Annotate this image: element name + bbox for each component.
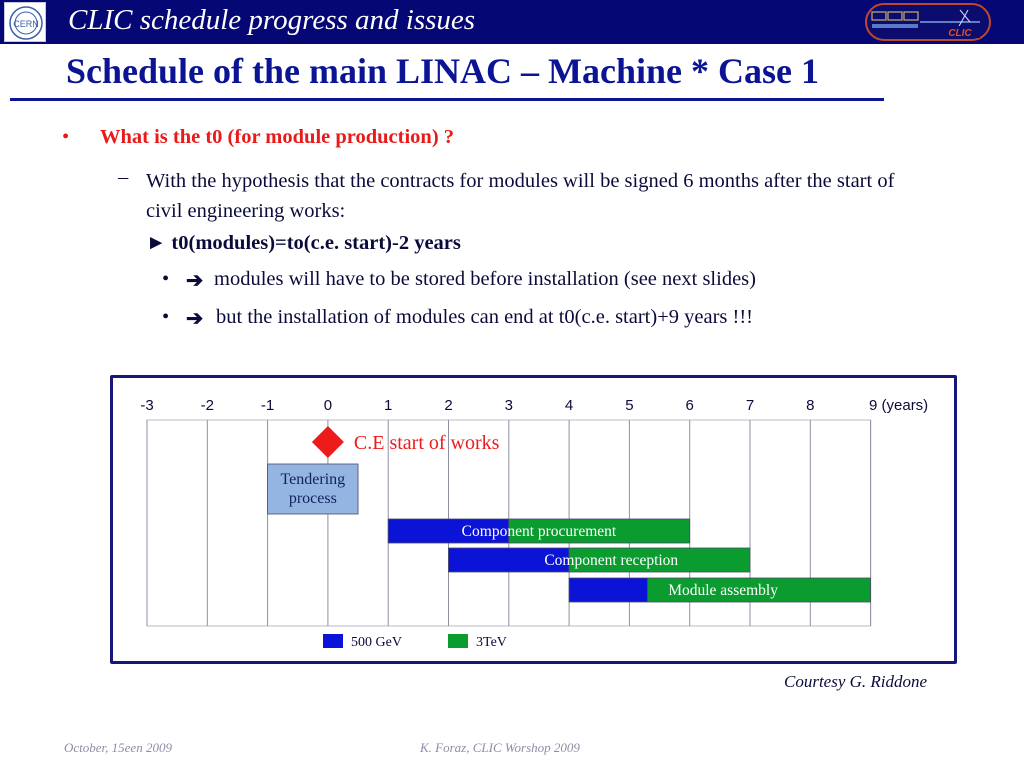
clic-logo: [864, 2, 994, 42]
x-tick-label: -1: [260, 397, 275, 414]
clic-logo-text: CLIC: [948, 28, 972, 39]
bullet-dot: •: [62, 126, 70, 148]
legend-label: 500 GeV: [351, 635, 402, 650]
task-label: Component procurement: [461, 523, 617, 540]
cern-logo-text: CERN: [13, 19, 39, 29]
milestone-diamond: [312, 426, 344, 458]
legend-swatch: [448, 634, 468, 648]
dash-marker: –: [118, 166, 129, 188]
cern-logo-graphic: [5, 3, 47, 43]
x-tick-label: 2: [444, 397, 453, 414]
header-title: CLIC schedule progress and issues: [68, 4, 476, 36]
x-tick-label: 0: [323, 397, 333, 414]
x-tick-label: 4: [564, 397, 574, 414]
legend-swatch: [323, 634, 343, 648]
x-tick-label: -3: [140, 397, 154, 414]
task-label: process: [288, 490, 337, 507]
courtesy-note: Courtesy G. Riddone: [784, 672, 928, 691]
x-tick-label: -2: [200, 397, 214, 414]
right-arrow-icon: ➔: [186, 270, 204, 292]
bullet-dot: •: [162, 306, 170, 328]
x-tick-label: 7: [745, 397, 755, 414]
task-bar: [569, 578, 647, 602]
clic-logo-graphic: [864, 2, 994, 42]
gantt-chart: [113, 378, 954, 661]
main-bullet-text: What is the t0 (for module production) ?: [100, 126, 455, 148]
footer-author: K. Foraz, CLIC Worshop 2009: [420, 740, 580, 755]
cern-logo: [4, 2, 46, 42]
legend-label: 3TeV: [476, 635, 507, 650]
t0-formula: ► t0(modules)=to(c.e. start)-2 years: [146, 232, 461, 254]
right-arrow-icon: ➔: [186, 308, 204, 330]
slide-title: Schedule of the main LINAC – Machine * Case 1: [66, 51, 819, 91]
milestone-label: C.E start of works: [353, 432, 500, 454]
gantt-chart-frame: [110, 375, 957, 664]
x-tick-label: 6: [685, 397, 694, 414]
sub-bullet-text: modules will have to be stored before installation (see next slides): [214, 268, 756, 290]
x-tick-label: 1: [384, 397, 393, 414]
hypothesis-text: With the hypothesis that the contracts for modules will be signed 6 months after the start of civil engineering works:: [146, 170, 895, 222]
bullet-dot: •: [162, 268, 170, 290]
task-label: Module assembly: [668, 582, 778, 599]
x-tick-label: 8: [806, 397, 815, 414]
sub-bullet-text: but the installation of modules can end at t0(c.e. start)+9 years !!!: [216, 306, 753, 328]
x-tick-label: 9 (years): [869, 397, 929, 414]
footer-date: October, 15een 2009: [64, 740, 172, 755]
x-tick-label: 5: [625, 397, 634, 414]
title-divider: [10, 98, 884, 101]
x-tick-label: 3: [504, 397, 513, 414]
task-label: Tendering: [280, 471, 346, 488]
task-label: Component reception: [544, 552, 679, 569]
